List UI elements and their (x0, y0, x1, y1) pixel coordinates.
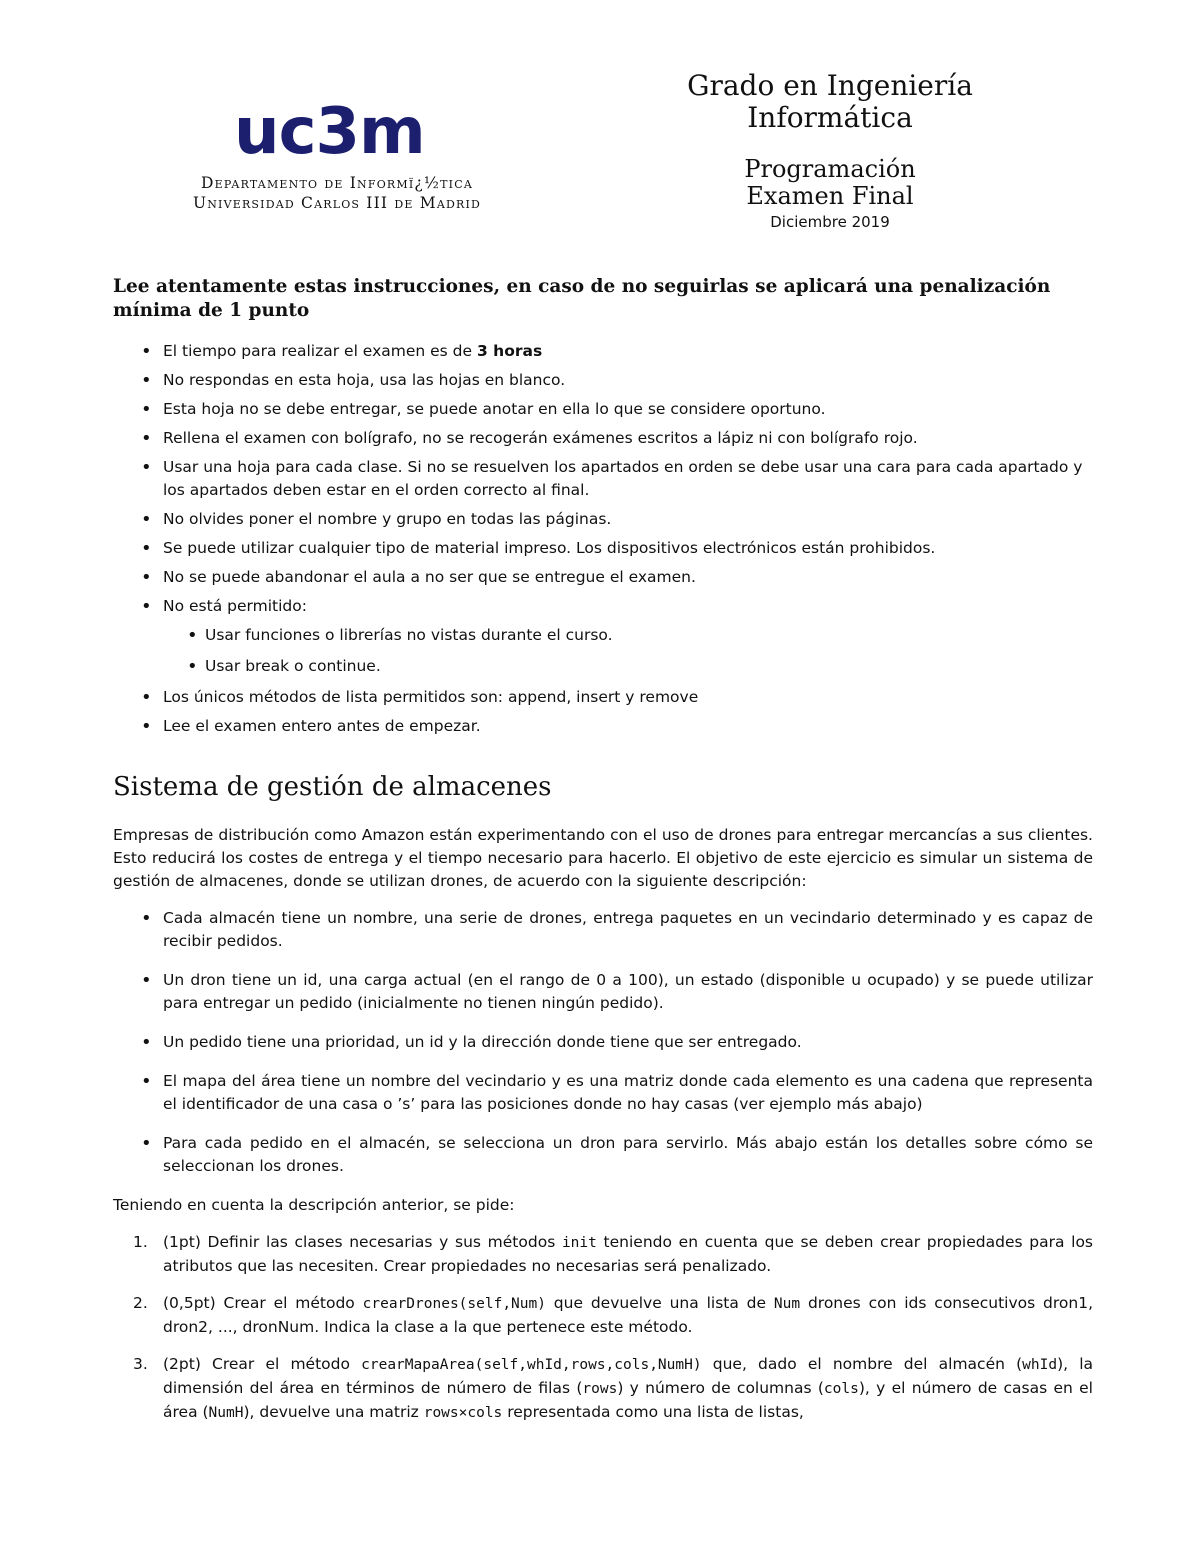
task-number: 2. (133, 1294, 148, 1312)
instruction-item: • Esta hoja no se debe entregar, se puede anotar en ella lo que se considere oportuno. (113, 398, 1093, 421)
not-allowed-item: • Usar funciones o librerías no vistas durante el curso. (163, 624, 1093, 647)
section-intro: Empresas de distribución como Amazon están experimentando con el uso de drones para entregar mercancías a sus clientes. Esto reducirá los costes de entrega y el tiempo necesario para hacerlo. El objetivo de este ejercicio es simular un sistema de gestión de almacenes, donde se utilizan drones, de acuerdo con la siguiente descripción: (113, 826, 1093, 890)
department-block (160, 173, 514, 213)
uc3m-logo: uc3m (234, 95, 425, 169)
instruction-item: • Usar una hoja para cada clase. Si no se resuelven los apartados en orden se debe usar una cara para cada apartado y los apartados deben estar en el orden correcto al final. (113, 456, 1093, 502)
instructions-heading: Lee atentamente estas instrucciones, en caso de no seguirlas se aplicará una penalización mínima de 1 punto (113, 276, 1051, 321)
title-block (600, 70, 1060, 232)
instructions-list (113, 340, 1093, 738)
instruction-item: • No se puede abandonar el aula a no ser que se entregue el examen. (113, 566, 1093, 589)
degree-title-line1: Grado en Ingeniería (687, 69, 973, 102)
task-list (113, 1231, 1093, 1425)
task-item: 1. (1pt) Definir las clases necesarias y sus métodos init teniendo en cuenta que se deben crear propiedades para los atributos que las necesiten. Crear propiedades no necesarias será penalizado. (133, 1233, 1094, 1275)
instruction-item: • No olvides poner el nombre y grupo en todas las páginas. (113, 508, 1093, 531)
task-number: 3. (133, 1355, 148, 1373)
instruction-item: • No respondas en esta hoja, usa las hojas en blanco. (113, 369, 1093, 392)
description-item: • Para cada pedido en el almacén, se selecciona un dron para servirlo. Más abajo están los detalles sobre cómo se seleccionan los drones. (113, 1132, 1093, 1178)
not-allowed-list (163, 624, 1093, 678)
section-title: Sistema de gestión de almacenes (113, 772, 552, 802)
university-name: Universidad Carlos III de Madrid (192, 194, 482, 212)
course-name: Programación (744, 155, 916, 183)
not-allowed-item: • Usar break o continue. (163, 655, 1093, 678)
description-item: • Cada almacén tiene un nombre, una serie de drones, entrega paquetes en un vecindario determinado y es capaz de recibir pedidos. (113, 907, 1093, 953)
description-item: • El mapa del área tiene un nombre del vecindario y es una matriz donde cada elemento es una cadena que representa el identificador de una casa o ’s’ para las posiciones donde no hay casas (ver ejemplo más abajo) (113, 1070, 1093, 1116)
document-body (113, 340, 1093, 1439)
task-item: 3. (2pt) Crear el método crearMapaArea(self,whId,rows,cols,NumH) que, dado el nombre del almacén (whId), la dimensión del área en términos de número de filas (rows) y número de columnas (cols), y el número de casas en el área (NumH), devuelve una matriz rows×cols representada como una lista de listas, (133, 1355, 1093, 1421)
exam-date: Diciembre 2019 (770, 213, 890, 231)
instruction-item: • Los únicos métodos de lista permitidos son: append, insert y remove (113, 686, 1093, 709)
task-number: 1. (133, 1233, 148, 1251)
instruction-item: • El tiempo para realizar el examen es de 3 horas (113, 340, 1093, 363)
exam-name: Examen Final (746, 182, 914, 210)
instruction-item: • Lee el examen entero antes de empezar. (113, 715, 1093, 738)
request-text: Teniendo en cuenta la descripción anterior, se pide: (113, 1196, 515, 1214)
instruction-item: • No está permitido: • Usar funciones o librerías no vistas durante el curso. • Usar break o continue. (113, 595, 1093, 678)
description-list (113, 907, 1093, 1178)
degree-title-line2: Informática (747, 101, 913, 134)
task-item: 2. (0,5pt) Crear el método crearDrones(self,Num) que devuelve una lista de Num drones con ids consecutivos dron1, dron2, ..., dronNum. Indica la clase a la que pertenece este método. (133, 1294, 1094, 1336)
description-item: • Un pedido tiene una prioridad, un id y la dirección donde tiene que ser entregado. (113, 1031, 1093, 1054)
instruction-item: • Se puede utilizar cualquier tipo de material impreso. Los dispositivos electrónicos están prohibidos. (113, 537, 1093, 560)
description-item: • Un dron tiene un id, una carga actual (en el rango de 0 a 100), un estado (disponible u ocupado) y se puede utilizar para entregar un pedido (inicialmente no tienen ningún pedido). (113, 969, 1093, 1015)
department-name: Departamento de Informï¿½tica (200, 174, 473, 192)
instruction-item: • Rellena el examen con bolígrafo, no se recogerán exámenes escritos a lápiz ni con bolígrafo rojo. (113, 427, 1093, 450)
